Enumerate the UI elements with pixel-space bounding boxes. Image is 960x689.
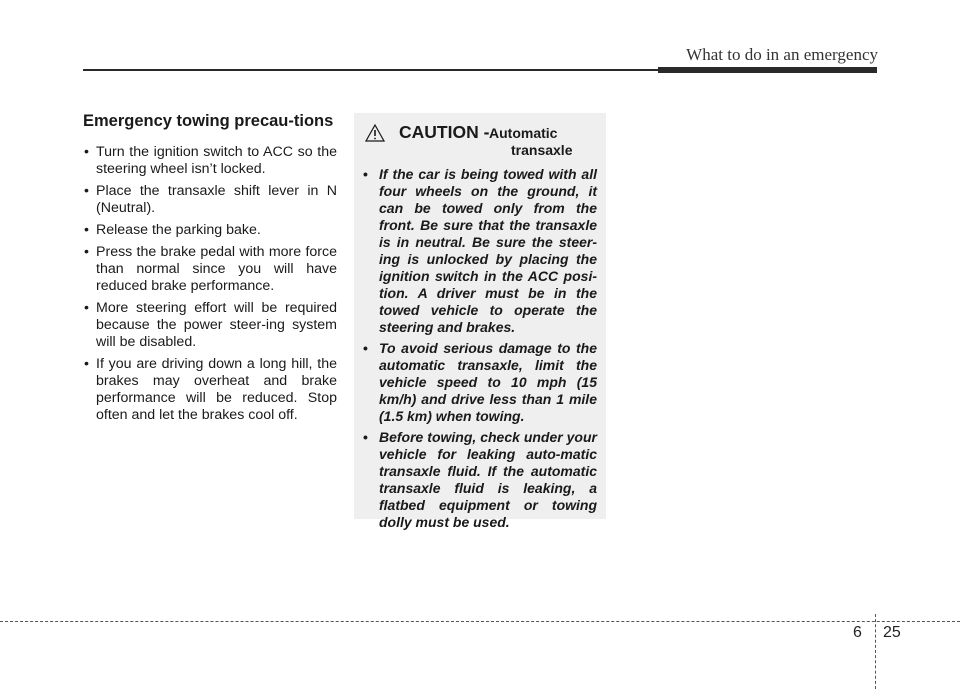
caution-item: • If the car is being towed with all four wheels on the ground, it can be towed only from the front. Be sure that the transaxle is in neutral. Be sure the steer-ing is unlocked by placing the ignition switch in the ACC posi-tion. A driver must be in the towed vehicle to operate the steering and brakes. [363,166,597,336]
footer-rule [0,621,960,622]
caution-subject-line: Automatic [489,125,558,141]
list-item: • Place the transaxle shift lever in N (Neutral). [83,183,337,217]
caution-header [363,122,597,166]
footer-divider [875,614,876,689]
precautions-list [83,144,337,424]
towing-precautions-section [83,112,337,429]
caution-box [354,113,606,530]
section-title: What to do in an emergency [686,45,878,64]
chapter-number: 6 [853,624,862,641]
section-heading: Emergency towing precau-tions [83,112,334,130]
caution-item: • Before towing, check under your vehicle for leaking auto-matic transaxle fluid. If the automatic transaxle fluid is leaking, a flatbed equipment or towing dolly must be used. [363,429,597,531]
header-rule-accent [658,67,877,73]
warning-triangle-icon [365,124,385,142]
list-item: • Turn the ignition switch to ACC so the steering wheel isn’t locked. [83,144,337,178]
caution-list [363,166,597,531]
caution-subject [489,125,604,159]
caution-item: • To avoid serious damage to the automatic transaxle, limit the vehicle speed to 10 mph (15 km/h) and drive less than 1 mile (1.5 km) when towing. [363,340,597,425]
list-item: • More steering effort will be required because the power steer-ing system will be disabled. [83,300,337,351]
caution-label: CAUTION - [399,122,490,142]
caution-subject-line: transaxle [511,142,573,158]
list-item: • If you are driving down a long hill, the brakes may overheat and brake performance will be reduced. Stop often and let the brakes cool off. [83,356,337,424]
page-number: 25 [883,624,901,641]
list-item: • Release the parking bake. [83,222,337,239]
list-item: • Press the brake pedal with more force than normal since you will have reduced brake performance. [83,244,337,295]
